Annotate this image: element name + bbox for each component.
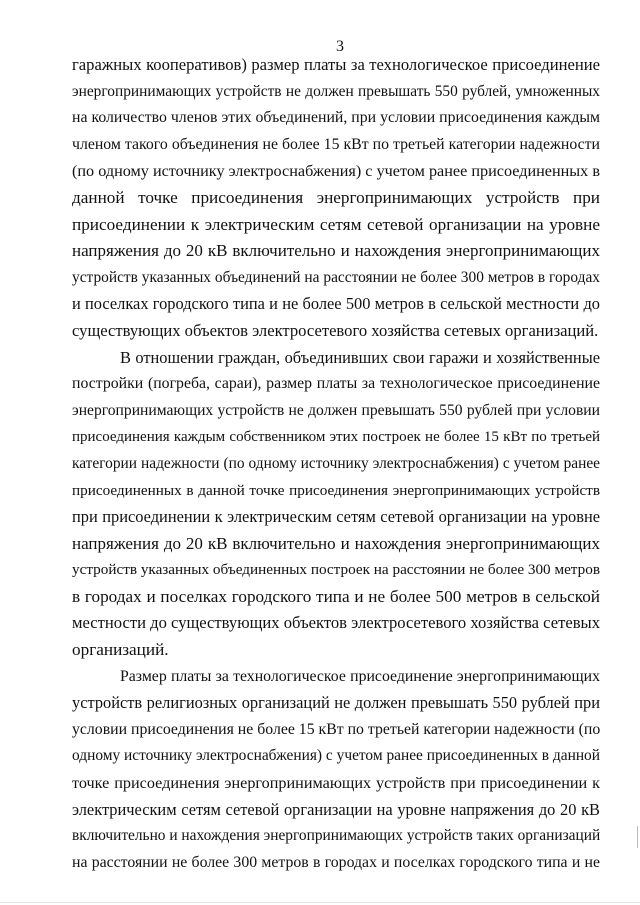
text-line: категории надежности (по одному источнику электроснабжения) с учетом ранее: [72, 454, 600, 472]
text-line: энергопринимающих устройств не должен превышать 550 рублей при условии: [72, 401, 600, 419]
scan-edge-mark: [637, 826, 638, 848]
text-line: организаций.: [72, 640, 169, 660]
text-line: существующих объектов электросетевого хозяйства сетевых организаций.: [72, 320, 599, 340]
text-line: членом такого объединения не более 15 кВт по третьей категории надежности: [72, 135, 600, 153]
text-line: одному источнику электроснабжения) с учетом ранее присоединенных в данной: [72, 747, 600, 765]
text-line: на количество членов этих объединений, при условии присоединения каждым: [72, 109, 600, 127]
text-line: в городах и поселках городского типа и не более 500 метров в сельской: [72, 586, 600, 606]
text-line: (по одному источнику электроснабжения) с учетом ранее присоединенных в: [72, 162, 600, 181]
text-line: местности до существующих объектов электросетевого хозяйства сетевых: [72, 613, 600, 633]
paragraph-religious-organizations: [72, 664, 600, 877]
text-line: на расстоянии не более 300 метров в городах и поселках городского типа и не: [72, 853, 600, 871]
text-line: устройств указанных объединений на расстоянии не более 300 метров в городах: [72, 268, 600, 286]
text-line: гаражных кооперативов) размер платы за технологическое присоединение: [72, 55, 600, 74]
text-line: присоединенных в данной точке присоединения энергопринимающих устройств: [72, 481, 600, 499]
page-number: 3: [336, 38, 344, 55]
text-line: устройств указанных объединенных построек на расстоянии не более 300 метров: [72, 561, 600, 579]
text-line: данной точке присоединения энергопринимающих устройств при: [72, 187, 600, 207]
text-line: при присоединении к электрическим сетям сетевой организации на уровне: [72, 507, 600, 527]
text-line: условии присоединения не более 15 кВт по третьей категории надежности (по: [72, 720, 601, 738]
paragraph-citizens-garages: [72, 345, 600, 664]
text-line: и поселках городского типа и не более 500 метров в сельской местности до: [72, 294, 600, 314]
text-line: присоединении к электрическим сетям сетевой организации на уровне: [72, 214, 600, 234]
text-line: устройств религиозных организаций не должен превышать 550 рублей при: [72, 693, 600, 713]
text-line: присоединения каждым собственником этих построек не более 15 кВт по третьей: [72, 429, 600, 446]
page-bottom-edge: [0, 902, 640, 903]
document-body: [72, 52, 600, 876]
text-line: напряжения до 20 кВ включительно и нахождения энергопринимающих: [72, 241, 600, 261]
text-line: напряжения до 20 кВ включительно и нахождения энергопринимающих: [72, 533, 600, 553]
text-line: Размер платы за технологическое присоединение энергопринимающих: [120, 667, 600, 685]
text-line: постройки (погреба, сараи), размер платы за технологическое присоединение: [72, 375, 600, 393]
text-line: В отношении граждан, объединивших свои гаражи и хозяйственные: [120, 347, 600, 367]
text-line: электрическим сетям сетевой организации на уровне напряжения до 20 кВ: [72, 799, 600, 819]
text-line: точке присоединения энергопринимающих устройств при присоединении к: [72, 774, 600, 793]
text-line: энергопринимающих устройств не должен превышать 550 рублей, умноженных: [72, 82, 600, 100]
paragraph-garage-cooperatives: [72, 52, 600, 345]
text-line: включительно и нахождения энергопринимающих устройств таких организаций: [72, 827, 601, 845]
